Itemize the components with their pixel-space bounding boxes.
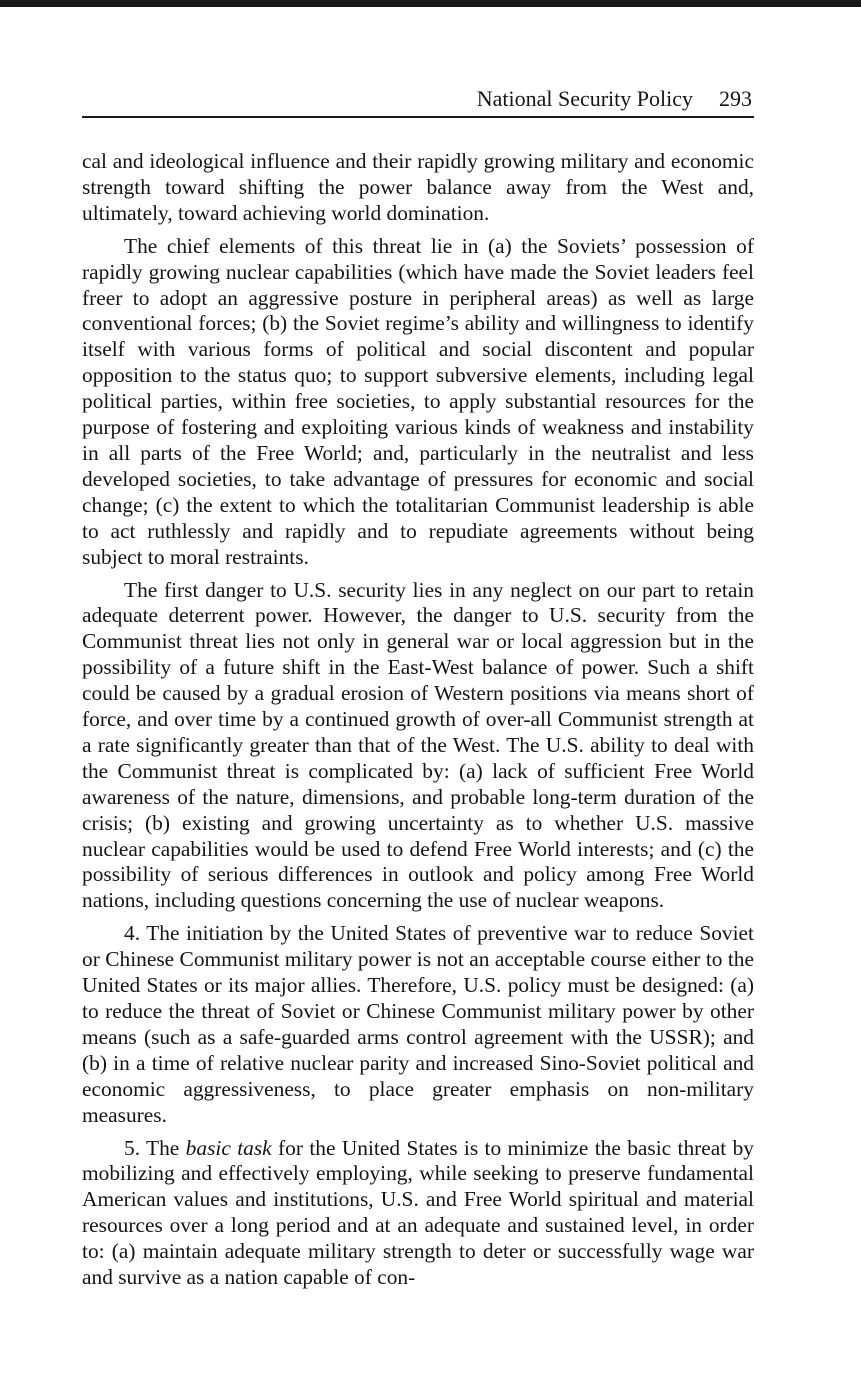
scan-edge-bar <box>0 0 861 7</box>
paragraph-threat-elements: The chief elements of this threat lie in (a) the Soviets’ possession of rapidly growing nuclear capabilities (which have made the Soviet leaders feel freer to adopt an aggressive posture in peripheral areas) as well as large conventional forces; (b) the Soviet regime’s ability and willingness to identify itself with various forms of political and social discontent and popular opposition to the status quo; to support subversive elements, including legal political parties, within free societies, to apply substantial resources for the purpose of fostering and exploiting various kinds of weakness and instability in all parts of the Free World; and, particularly in the neutralist and less developed societies, to take advantage of pressures for economic and social change; (c) the extent to which the totalitarian Communist leadership is able to act ruthlessly and rapidly and to repudiate agreements without being subject to moral restraints. <box>82 233 754 569</box>
paragraph-item-4: 4. The initiation by the United States of preventive war to reduce Soviet or Chinese Communist military power is not an acceptable course either to the United States or its major allies. Therefore, U.S. policy must be designed: (a) to reduce the threat of Soviet or Chinese Communist military power by other means (such as a safe-guarded arms control agreement with the USSR); and (b) in a time of relative nuclear parity and increased Sino-Soviet political and economic aggressiveness, to place greater emphasis on non-military measures. <box>82 921 754 1127</box>
item-5-lead: 5. The <box>124 1135 186 1160</box>
paragraph-continued: cal and ideological influence and their rapidly growing military and economic strength toward shifting the power balance away from the West and, ultimately, toward achieving world domination. <box>82 149 754 225</box>
paragraph-item-5 <box>82 1136 754 1291</box>
basic-task-emphasis: basic task <box>185 1135 272 1160</box>
running-title: National Security Policy <box>476 86 693 111</box>
running-header <box>82 84 754 118</box>
paragraph-first-danger: The first danger to U.S. security lies in any neglect on our part to retain adequate deterrent power. However, the danger to U.S. security from the Communist threat lies not only in general war or local aggression but in the possibility of a future shift in the East-West balance of power. Such a shift could be caused by a gradual erosion of Western positions via means short of force, and over time by a continued growth of over-all Communist strength at a rate significantly greater than that of the West. The U.S. ability to deal with the Communist threat is complicated by: (a) lack of sufficient Free World awareness of the nature, dimensions, and probable long-term duration of the crisis; (b) existing and growing uncertainty as to whether U.S. massive nuclear capabilities would be used to defend Free World interests; and (c) the possibility of serious differences in outlook and policy among Free World nations, including questions concerning the use of nuclear weapons. <box>82 577 754 913</box>
item-5-text: for the United States is to minimize the basic threat by mobilizing and effectively employing, while seeking to preserve fundamental American values and institutions, U.S. and Free World spiritual and material resources over a long period and at an adequate and sustained level, in order to: (a) maintain adequate military strength to deter or successfully wage war and survive as a nation capable of con- <box>82 1135 755 1290</box>
body-text <box>82 149 754 1291</box>
book-page <box>82 84 754 1291</box>
page-number: 293 <box>719 86 752 111</box>
